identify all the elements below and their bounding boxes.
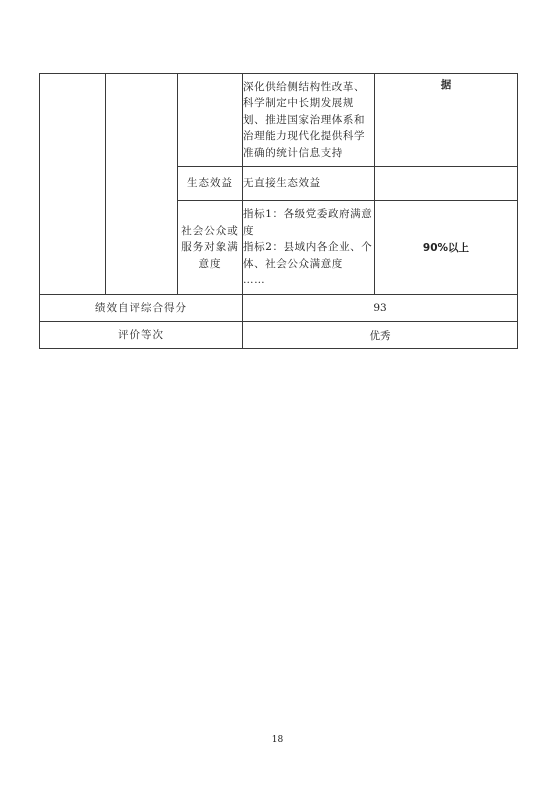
indicator-cell	[243, 74, 375, 167]
indicator-line: 治理能力现代化提供科学	[243, 130, 366, 143]
value-cell: 90%以上	[375, 201, 518, 295]
page-number: 18	[271, 735, 284, 745]
indicator-line: 深化供给侧结构性改革、	[243, 80, 366, 93]
sub-indicator-line: 服务对象满	[181, 241, 239, 254]
indicator-line: 科学制定中长期发展规	[243, 97, 354, 110]
grade-value: 优秀	[243, 322, 518, 349]
score-row	[40, 295, 518, 322]
grade-label: 评价等次	[40, 322, 243, 349]
indicator-line: 指标2：县域内各企业、个	[243, 241, 373, 254]
indicator-line: ……	[243, 274, 266, 287]
value-cell: 据	[375, 74, 518, 167]
empty-cell	[40, 74, 106, 295]
performance-evaluation-table	[39, 73, 518, 349]
indicator-line: 度	[243, 224, 255, 237]
empty-cell	[178, 74, 243, 167]
indicator-line: 指标1：各级党委政府满意	[243, 208, 373, 221]
sub-indicator-line: 意度	[198, 257, 222, 270]
table-row	[40, 74, 518, 167]
score-label: 绩效自评综合得分	[40, 295, 243, 322]
indicator-cell	[243, 201, 375, 295]
indicator-line: 准确的统计信息支持	[243, 146, 343, 159]
sub-indicator-cell: 生态效益	[178, 167, 243, 201]
indicator-line: 体、社会公众满意度	[243, 257, 343, 270]
sub-indicator-line: 社会公众或	[181, 224, 239, 237]
value-cell	[375, 167, 518, 201]
indicator-line: 划、推进国家治理体系和	[243, 113, 366, 126]
score-value: 93	[243, 295, 518, 322]
indicator-cell: 无直接生态效益	[243, 167, 375, 201]
grade-row	[40, 322, 518, 349]
sub-indicator-cell	[178, 201, 243, 295]
empty-cell	[106, 74, 178, 295]
